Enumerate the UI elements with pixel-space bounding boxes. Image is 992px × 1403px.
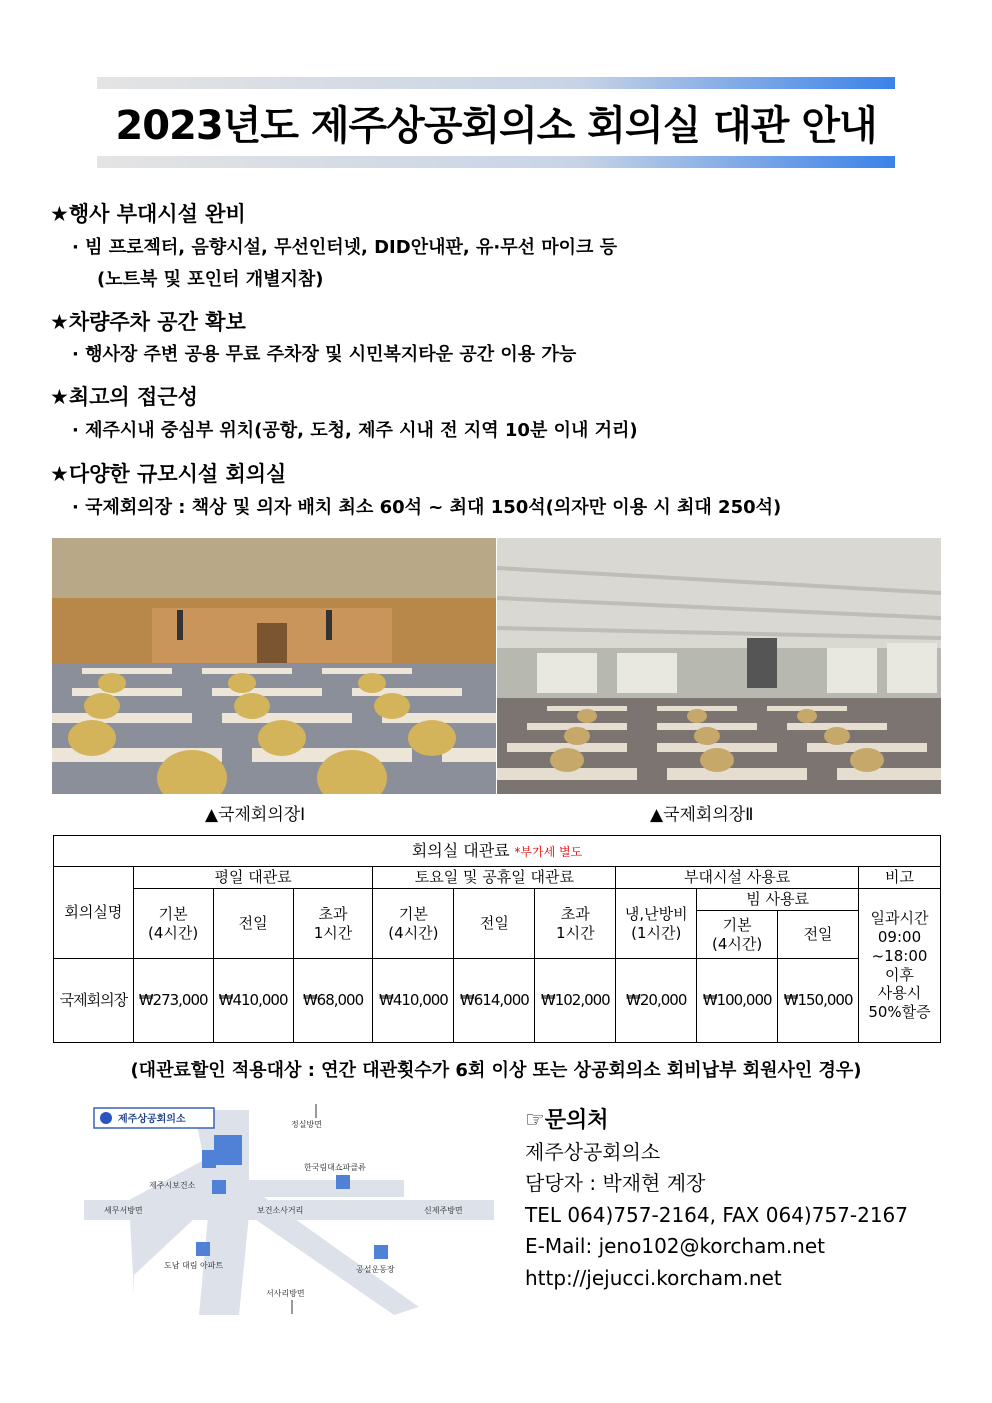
map-label-health-center: 제주시보건소: [149, 1181, 196, 1190]
section-heading-access: ★최고의 접근성: [50, 385, 198, 409]
map-label-east: 신제주방면: [424, 1206, 463, 1215]
aircon-header: 냉,난방비 (1시간): [616, 889, 697, 959]
fee-table: [53, 835, 941, 1043]
weekday-extra-header: 초과 1시간: [293, 889, 373, 959]
contact-phone: TEL 064)757-2164, FAX 064)757-2167: [525, 1202, 909, 1227]
room-name-cell: 국제회의장: [54, 959, 134, 1043]
beam-basic-price: ₩100,000: [697, 959, 778, 1043]
aircon-price: ₩20,000: [616, 959, 697, 1043]
map-label-south: 서사리방면: [266, 1289, 305, 1298]
weekday-basic-header: 기본 (4시간): [133, 889, 213, 959]
vat-note: *부가세 별도: [514, 845, 583, 859]
weekday-fullday-header: 전일: [213, 889, 293, 959]
map-label-north: 정실방면: [291, 1120, 322, 1129]
contact-org: 제주상공회의소: [525, 1139, 661, 1164]
photo-conference-hall-1: [52, 538, 496, 794]
weekday-basic-price: ₩273,000: [133, 959, 213, 1043]
contact-website[interactable]: http://jejucci.korcham.net: [525, 1265, 782, 1290]
section-heading-facilities: ★행사 부대시설 완비: [50, 202, 246, 226]
contact-block: [525, 1105, 908, 1294]
location-map: [74, 1100, 494, 1315]
section-bullet-access: · 제주시내 중심부 위치(공항, 도청, 제주 시내 전 지역 10분 이내 거리): [72, 420, 638, 441]
section-bullet-rooms: · 국제회의장 : 책상 및 의자 배치 최소 60석 ~ 최대 150석(의자만 이용 시 최대 250석): [72, 497, 782, 518]
weekday-fullday-price: ₩410,000: [213, 959, 293, 1043]
fee-table-title: 회의실 대관료: [411, 841, 510, 860]
page-title: 2023년도 제주상공회의소 회의실 대관 안내: [115, 103, 877, 149]
fee-table-title-cell: [54, 836, 941, 867]
map-label-west: 세무서방면: [104, 1206, 143, 1215]
weekday-extra-price: ₩68,000: [293, 959, 373, 1043]
section-sub-facilities: (노트북 및 포인터 개별지참): [97, 269, 324, 290]
photo-caption-1: ▲국제회의장Ⅰ: [205, 805, 306, 825]
section-bullet-facilities: · 빔 프로젝터, 음향시설, 무선인터넷, DID안내판, 유·무선 마이크 등: [72, 237, 618, 258]
weekend-extra-price: ₩102,000: [535, 959, 616, 1043]
contact-email[interactable]: E-Mail: jeno102@korcham.net: [525, 1234, 825, 1258]
facility-header: 부대시설 사용료: [616, 867, 859, 889]
weekday-header: 평일 대관료: [133, 867, 373, 889]
table-row: [54, 959, 941, 1043]
map-logo-text: 제주상공회의소: [118, 1114, 186, 1125]
beam-basic-header: 기본 (4시간): [697, 911, 778, 959]
map-label-shop: 한국림대쇼파클류: [304, 1163, 366, 1172]
weekend-fullday-price: ₩614,000: [454, 959, 535, 1043]
contact-person: 담당자 : 박재현 계장: [525, 1171, 706, 1195]
section-heading-parking: ★차량주차 공간 확보: [50, 310, 246, 334]
discount-note: (대관료할인 적용대상 : 연간 대관횟수가 6회 이상 또는 상공회의소 회비납부 회원사인 경우): [130, 1060, 862, 1081]
beam-fee-header: 빔 사용료: [697, 889, 859, 911]
title-bar-top: [97, 77, 895, 89]
room-name-header: 회의실명: [54, 867, 134, 959]
photo-conference-hall-2: [497, 538, 941, 794]
weekend-header: 토요일 및 공휴일 대관료: [373, 867, 616, 889]
photo-caption-2: ▲국제회의장Ⅱ: [650, 805, 754, 825]
weekend-basic-price: ₩410,000: [373, 959, 454, 1043]
section-heading-rooms: ★다양한 규모시설 회의실: [50, 462, 287, 486]
chamber-logo-icon: [100, 1112, 112, 1124]
title-bar-bottom: [97, 156, 895, 168]
weekend-basic-header: 기본 (4시간): [373, 889, 454, 959]
map-label-stadium: 공설운동장: [356, 1265, 395, 1274]
contact-heading: ☞문의처: [525, 1108, 609, 1133]
remark-header: 비고: [859, 867, 941, 889]
map-label-intersection: 보건소사거리: [257, 1206, 304, 1215]
map-label-apartment: 도남 대림 아파트: [164, 1261, 224, 1270]
remark-cell: 일과시간 09:00 ~18:00 이후 사용시 50%할증: [859, 889, 941, 1043]
section-bullet-parking: · 행사장 주변 공용 무료 주차장 및 시민복지타운 공간 이용 가능: [72, 344, 577, 365]
beam-fullday-header: 전일: [778, 911, 859, 959]
beam-fullday-price: ₩150,000: [778, 959, 859, 1043]
weekend-fullday-header: 전일: [454, 889, 535, 959]
weekend-extra-header: 초과 1시간: [535, 889, 616, 959]
